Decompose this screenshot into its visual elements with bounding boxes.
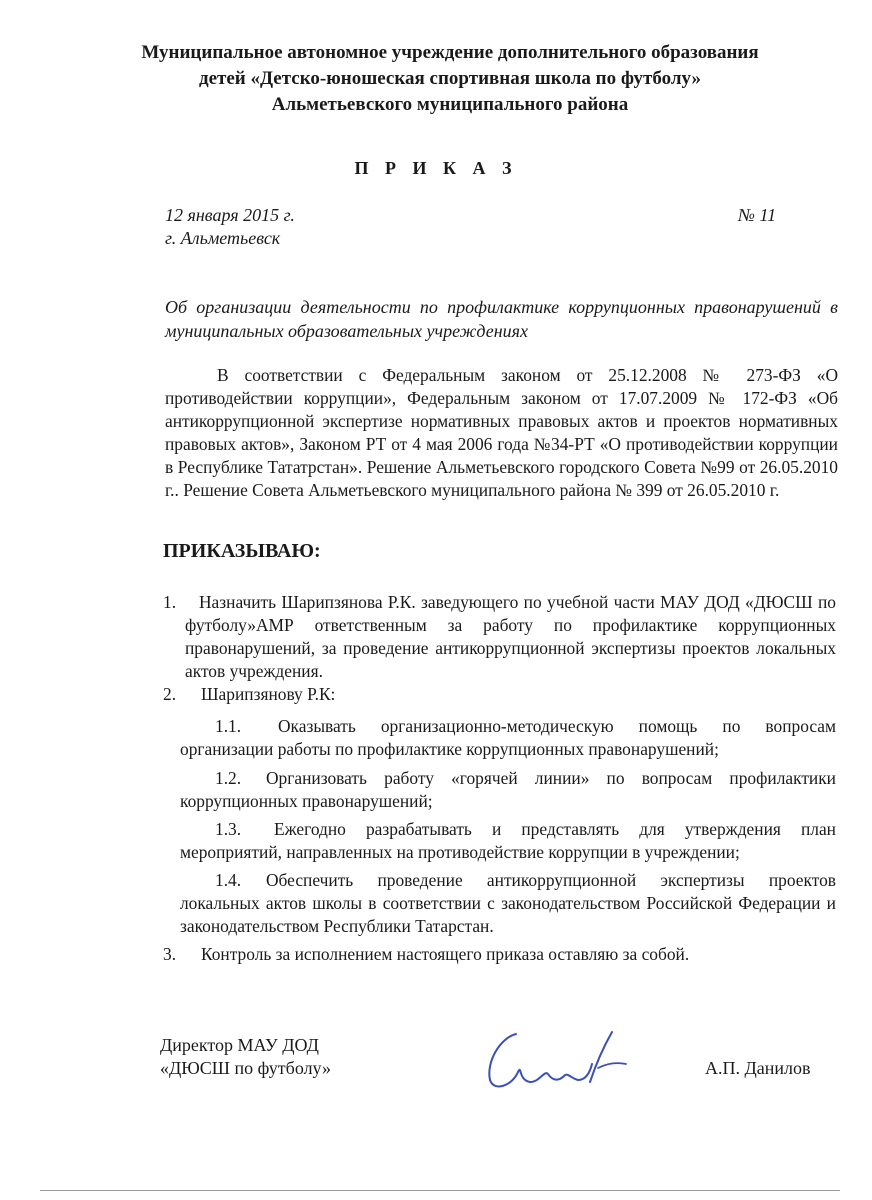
document-title: П Р И К А З [354, 158, 518, 178]
item-number: 3. [163, 944, 177, 964]
subitem-text: Организовать работу «горячей линии» по вопросам профилактики коррупционных правонарушений; [180, 768, 836, 811]
signer-title [160, 1034, 331, 1080]
signer-name: А.П. Данилов [705, 1058, 811, 1078]
document-subject: Об организации деятельности по профилактике коррупционных правонарушений в муниципальных образовательных учреждениях [165, 297, 838, 341]
preamble-paragraph: В соответствии с Федеральным законом от 25.12.2008 № 273-ФЗ «О противодействии коррупции», Федеральным законом от 17.07.2009 № 172-ФЗ «Об антикоррупционной экспертизе нормативных правовых актов и проектов нормативных правовых актов», Законом РТ от 4 мая 2006 года №34-РТ «О противодействии коррупции в Республике Тататрстан». Решение Альметьевского городского Совета №99 от 26.05.2010 г.. Решение Совета Альметьевского муниципального района № 399 от 26.05.2010 г. [165, 365, 838, 500]
subitem-text: Оказывать организационно-методическую помощь по вопросам организации работы по профилактике коррупционных правонарушений; [180, 716, 836, 759]
order-item [163, 591, 836, 683]
order-heading: ПРИКАЗЫВАЮ: [163, 540, 321, 562]
item-text: Назначить Шарипзянова Р.К. заведующего по учебной части МАУ ДОД «ДЮСШ по футболу»АМР ответственным за работу по профилактике коррупционных правонарушений, за проведение антикоррупционной экспертизы проектов локальных актов учреждения. [185, 592, 836, 681]
order-subitem [180, 869, 836, 938]
item-text: Контроль за исполнением настоящего приказа оставляю за собой. [201, 944, 690, 964]
item-number: 2. [163, 684, 177, 704]
subitem-number: 1.4. [215, 870, 242, 890]
header-line-2: детей «Детско-юношеская спортивная школа по футболу» [198, 68, 701, 89]
document-number: № 11 [738, 205, 777, 225]
subitem-number: 1.2. [215, 768, 242, 788]
order-item [163, 683, 836, 706]
item-text: Шарипзянову Р.К: [201, 684, 336, 704]
item-number: 1. [163, 592, 177, 612]
subitem-text: Ежегодно разрабатывать и представлять для утверждения план мероприятий, направленных на противодействие коррупции в учреждении; [180, 819, 836, 862]
subitem-text: Обеспечить проведение антикоррупционной экспертизы проектов локальных актов школы в соответствии с законодательством Российской Федерации и законодательством Республики Татарстан. [180, 870, 836, 936]
order-subitem [180, 767, 836, 813]
organization-header [120, 40, 780, 118]
order-item [163, 943, 836, 966]
header-line-3: Альметьевского муниципального района [271, 94, 629, 115]
order-subitem [180, 715, 836, 761]
subitem-number: 1.1. [215, 716, 242, 736]
page-bottom-rule [40, 1190, 840, 1191]
order-subitem [180, 818, 836, 864]
header-line-1: Муниципальное автономное учреждение дополнительного образования [141, 42, 759, 63]
signer-title-line-2: «ДЮСШ по футболу» [160, 1058, 332, 1078]
handwritten-signature [478, 1024, 638, 1096]
document-date: 12 января 2015 г. [165, 205, 295, 225]
document-city: г. Альметьевск [165, 228, 281, 248]
subitem-number: 1.3. [215, 819, 242, 839]
signer-title-line-1: Директор МАУ ДОД [160, 1035, 319, 1055]
